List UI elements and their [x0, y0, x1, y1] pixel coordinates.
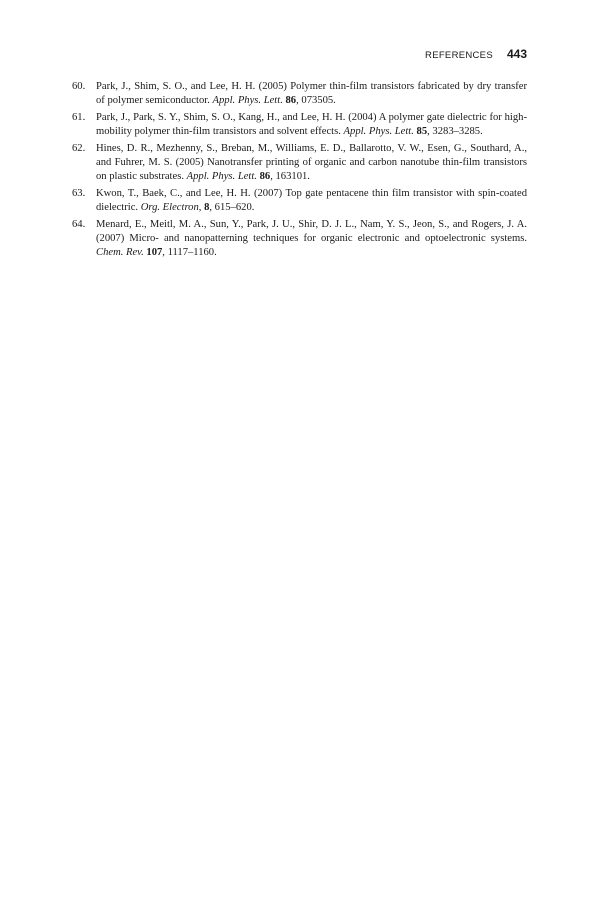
- reference-volume: 107: [146, 247, 163, 259]
- reference-journal: Chem. Rev.: [96, 247, 144, 259]
- reference-number: 62.: [72, 142, 86, 154]
- reference-volume: 85: [416, 126, 428, 138]
- reference-separator: ,: [198, 202, 205, 214]
- reference-volume: 86: [259, 171, 271, 183]
- reference-journal: Appl. Phys. Lett.: [212, 95, 283, 107]
- reference-number: 64.: [72, 218, 86, 230]
- page-number: 443: [506, 47, 527, 61]
- reference-item: [72, 142, 527, 185]
- reference-authors-title: Kwon, T., Baek, C., and Lee, H. H. (2007) Top gate pentacene thin film transistor with spin-coated dielectric.: [96, 187, 527, 214]
- reference-authors-title: Hines, D. R., Mezhenny, S., Breban, M., Williams, E. D., Ballarotto, V. W., Esen, G., Southard, A., and Fuhrer, M. S. (2005) Nanotransfer printing of organic and carbon nanotube thin-film transistors on plastic substrates.: [96, 142, 527, 183]
- reference-text: [96, 81, 527, 106]
- reference-volume: 86: [285, 95, 297, 107]
- reference-item: [72, 111, 527, 140]
- reference-journal: Org. Electron: [140, 202, 199, 214]
- reference-number: 63.: [72, 187, 86, 199]
- reference-number: 60.: [72, 81, 86, 92]
- reference-text: [96, 143, 527, 183]
- reference-pages: , 073505.: [296, 95, 336, 107]
- reference-pages: , 3283–3285.: [427, 126, 483, 138]
- reference-list: [72, 80, 527, 263]
- reference-item: [72, 187, 527, 216]
- reference-pages: , 1117–1160.: [162, 247, 217, 259]
- reference-item: [72, 80, 527, 109]
- reference-item: [72, 218, 527, 261]
- reference-pages: , 163101.: [270, 171, 310, 183]
- reference-volume: 8: [204, 202, 210, 214]
- reference-text: [96, 219, 527, 259]
- reference-number: 61.: [72, 111, 86, 123]
- reference-text: [96, 188, 527, 213]
- reference-journal: Appl. Phys. Lett.: [343, 126, 414, 138]
- reference-authors-title: Park, J., Shim, S. O., and Lee, H. H. (2005) Polymer thin-film transistors fabricated by dry transfer of polymer semiconductor.: [96, 81, 527, 107]
- reference-authors-title: Park, J., Park, S. Y., Shim, S. O., Kang, H., and Lee, H. H. (2004) A polymer gate dielectric for high-mobility polymer thin-film transistors and solvent effects.: [96, 111, 527, 138]
- running-head: REFERENCES: [425, 50, 493, 61]
- reference-journal: Appl. Phys. Lett.: [186, 171, 257, 183]
- reference-text: [96, 112, 527, 137]
- reference-authors-title: Menard, E., Meitl, M. A., Sun, Y., Park, J. U., Shir, D. J. L., Nam, Y. S., Jeon, S., and Rogers, J. A. (2007) Micro- and nanopatterning techniques for organic electronic and optoelectronic systems.: [96, 218, 527, 245]
- reference-pages: , 615–620.: [209, 202, 255, 214]
- page-header: [425, 47, 527, 61]
